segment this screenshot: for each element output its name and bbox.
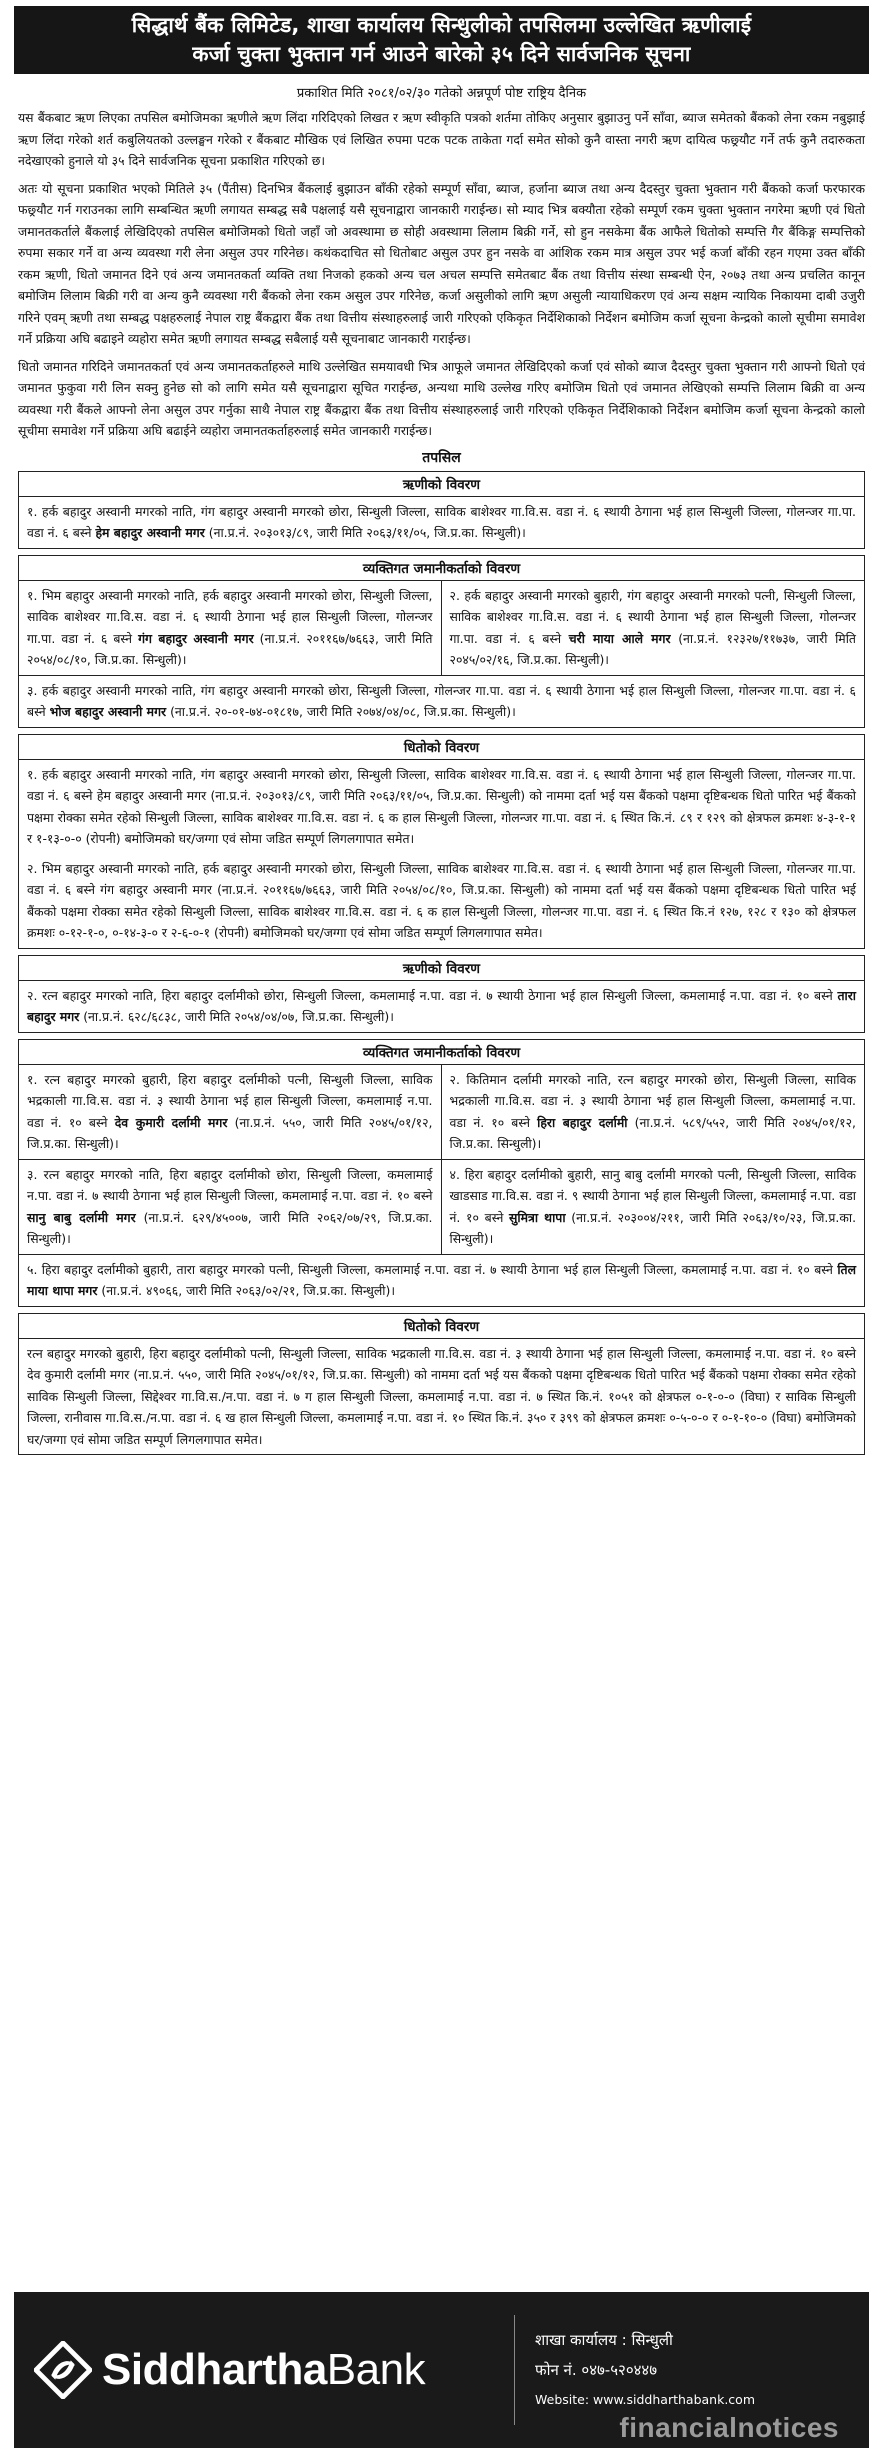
entry-text: २. रत्न बहादुर मगरको नाति, हिरा बहादुर दर्लामीको छोरा, सिन्धुली जिल्ला, कमलामाई न.पा. वडा नं. ७ स्थायी ठेगाना भई हाल सिन्धुली जिल्ला, कमलामाई न.पा. वडा नं. १० बस्ने — [27, 987, 838, 1003]
borrower-section-1 — [18, 471, 865, 549]
contact-info — [535, 2325, 755, 2415]
guarantor-entry — [19, 1255, 864, 1306]
entry-text: १. भिम बहादुर अस्वानी मगरको नाति, हर्क बहादुर अस्वानी मगरको छोरा, सिन्धुली जिल्ला, साविक बाशेश्वर गा.वि.स. वडा नं. ६ स्थायी ठेगाना भई हाल सिन्धुली जिल्ला, गोलन्जर गा.पा. वडा नं. ६ बस्ने — [27, 587, 433, 646]
guarantor-name: सुमित्रा थापा — [509, 1209, 566, 1225]
guarantor-heading: व्यक्तिगत जमानीकर्ताको विवरण — [19, 1040, 864, 1065]
tapashil-heading: तपसिल — [422, 449, 461, 466]
guarantor-entry — [442, 581, 865, 676]
entry-text: ४. हिरा बहादुर दर्लामीको बुहारी, सानु बाबु दर्लामी मगरको पत्नी, सिन्धुली जिल्ला, साविक खाडसाड गा.वि.स. वडा नं. ९ स्थायी ठेगाना भई हाल सिन्धुली जिल्ला, कमलामाई न.पा. वडा नं. १० बस्ने — [449, 1166, 856, 1225]
bank-name — [102, 2345, 425, 2395]
siddhartha-logo-icon — [34, 2341, 92, 2399]
collateral-entry: रत्न बहादुर मगरको बुहारी, हिरा बहादुर दर्लामीको पत्नी, सिन्धुली जिल्ला, साविक भद्रकाली गा.वि.स. वडा नं. ३ स्थायी ठेगाना भई हाल सिन्धुली जिल्ला, कमलामाई न.पा. वडा नं. १० बस्ने देव कुमारी दर्लामी मगर (ना.प्र.नं. ५५०, जारी मिति २०४५/०१/१२, जि.प्र.का. सिन्धुली) को नाममा दर्ता भई यस बैंकको पक्षमा दृष्टिबन्धक धितो पारित भई बैंकको पक्षमा रोक्का समेत रहेको साविक सिन्धुली जिल्ला, सिद्देश्वर गा.वि.स./न.पा. वडा नं. ७ ग हाल सिन्धुली जिल्ला, कमलामाई न.पा. वडा नं. ७ स्थित कि.नं. १०५१ को क्षेत्रफल ०-१-०-० (विघा) र साविक सिन्धुली जिल्ला, रानीवास गा.वि.स./न.पा. वडा नं. ६ ख हाल सिन्धुली जिल्ला, कमलामाई न.पा. वडा नं. १० स्थित कि.नं. ३५० र ३९९ को क्षेत्रफल क्रमशः ०-५-०-० र ०-१-१०-० (विघा) बमोजिमको घर/जग्गा एवं सोमा जडित सम्पूर्ण लिगलगापात समेत। — [27, 1345, 856, 1447]
entry-text: २. कितिमान दर्लामी मगरको नाति, रत्न बहादुर मगरको छोरा, सिन्धुली जिल्ला, साविक भद्रकाली गा.वि.स. वडा नं. ३ स्थायी ठेगाना भई हाल सिन्धुली जिल्ला, कमलामाई न.पा. वडा नं. १० बस्ने — [449, 1071, 856, 1130]
notice-header — [14, 6, 869, 74]
collateral-entry: १. हर्क बहादुर अस्वानी मगरको नाति, गंग बहादुर अस्वानी मगरको छोरा, सिन्धुली जिल्ला, साविक बाशेश्वर गा.वि.स. वडा नं. ६ स्थायी ठेगाना भई हाल सिन्धुली जिल्ला, गोलन्जर गा.पा. वडा नं. ६ बस्ने हेम बहादुर अस्वानी मगर (ना.प्र.नं. २०३०१३/८९, जारी मिति २०६३/११/०५, जि.प्र.का. सिन्धुली) को नाममा दर्ता भई यस बैंकको पक्षमा दृष्टिबन्धक धितो पारित भई बैंकको पक्षमा रोक्का समेत रहेको सिन्धुली जिल्ला, साविक बाशेश्वर गा.वि.स. वडा नं. ६ क हाल सिन्धुली जिल्ला, गोलन्जर गा.पा. वडा नं. ६ स्थित कि.नं. ८९ र १२९ को क्षेत्रफल क्रमशः ४-३-१-१ र १-१३-०-० (रोपनी) बमोजिमको घर/जग्गा एवं सोमा जडित सम्पूर्ण लिगलगापात समेत। — [27, 766, 856, 846]
entry-text: (ना.प्र.नं. ६२९/४५००७, जारी मिति २०६२/०७/२९, जि.प्र.का. सिन्धुली)। — [27, 1209, 433, 1246]
borrower-name: तारा बहादुर मगर — [27, 987, 856, 1024]
guarantor-section-2 — [18, 1039, 865, 1307]
entry-text: १. हर्क बहादुर अस्वानी मगरको नाति, गंग बहादुर अस्वानी मगरको छोरा, सिन्धुली जिल्ला, साविक बाशेश्वर गा.वि.स. वडा नं. ६ स्थायी ठेगाना भई हाल सिन्धुली जिल्ला, गोलन्जर गा.पा. वडा नं. ६ बस्ने — [27, 503, 856, 540]
borrower-entry — [19, 981, 864, 1032]
bank-footer — [14, 2292, 869, 2448]
guarantor-name: चरी माया आले मगर — [568, 630, 671, 646]
entry-text: (ना.प्र.नं. ६२८/६८३८, जारी मिति २०५४/०४/०७, जि.प्र.का. सिन्धुली)। — [79, 1009, 394, 1024]
guarantor-entry — [19, 1160, 442, 1255]
guarantor-name: गंग बहादुर अस्वानी मगर — [138, 630, 254, 646]
entry-text: (ना.प्र.नं. १२३२७/११७३७, जारी मिति २०४५/०२/१६, जि.प्र.का. सिन्धुली)। — [449, 630, 856, 667]
guarantor-entry — [442, 1065, 865, 1160]
collateral-heading: धितोको विवरण — [19, 1314, 864, 1339]
borrower-section-2 — [18, 955, 865, 1033]
borrower-name: हेम बहादुर अस्वानी मगर — [95, 525, 205, 540]
guarantor-heading: व्यक्तिगत जमानीकर्ताको विवरण — [19, 556, 864, 581]
entry-text: (ना.प्र.नं. ४९०६६, जारी मिति २०६३/०२/२१, जि.प्र.का. सिन्धुली)। — [97, 1283, 396, 1298]
bank-name-bold: Siddhartha — [102, 2345, 327, 2394]
footer-divider — [514, 2315, 515, 2425]
guarantor-entry — [19, 676, 864, 727]
guarantor-entry — [19, 1065, 442, 1160]
borrower-heading: ऋणीको विवरण — [19, 956, 864, 981]
guarantor-paragraph: धितो जमानत गरिदिने जमानतकर्ता एवं अन्य जमानतकर्ताहरुले माथि उल्लेखित समयावधी भित्र आफूले जमानत लेखिदिएको कर्जा एवं सोको ब्याज दैदस्तुर चुक्ता भुक्तान गरी आफ्नो धितो एवं जमानत फुकुवा गरी लिन सक्नु हुनेछ सो को लागि समेत यसै सूचनाद्वारा सूचित गराईन्छ, अन्यथा माथि उल्लेख गरिए बमोजिम धितो एवं जमानत लेखिएको सम्पत्ति लिलाम बिक्री वा अन्य व्यवस्था गरी बैंकले आफ्नो लेना असुल उपर गर्नुका साथै नेपाल राष्ट्र बैंकद्वारा बैंक तथा वित्तीय संस्थाहरुलाई जारी गरिएको एकिकृत निर्देशिकाको निर्देशन बमोजिम कर्जा सूचना केन्द्रको कालो सूचीमा समावेश गर्ने प्रक्रिया अघि बढाईने व्यहोरा जमानतकर्ताहरुलाई समेत जानकारी गराईन्छ। — [18, 358, 865, 438]
entry-text: ५. हिरा बहादुर दर्लामीको बुहारी, तारा बहादुर मगरको पत्नी, सिन्धुली जिल्ला, कमलामाई न.पा. वडा नं. ७ स्थायी ठेगाना भई हाल सिन्धुली जिल्ला, कमलामाई न.पा. वडा नं. १० बस्ने — [27, 1261, 838, 1277]
collateral-section-2 — [18, 1313, 865, 1456]
borrower-entry — [19, 497, 864, 548]
guarantor-name: हिरा बहादुर दर्लामी — [537, 1114, 628, 1130]
entry-text: (ना.प्र.नं. २०-०१-७४-०१८१७, जारी मिति २०७४/०४/०८, जि.प्र.का. सिन्धुली)। — [166, 704, 516, 719]
entry-text: (ना.प्र.नं. ५८९/५५२, जारी मिति २०४५/०१/१२, जि.प्र.का. सिन्धुली)। — [449, 1114, 856, 1151]
guarantor-grid — [19, 581, 864, 676]
entry-text: ३. रत्न बहादुर मगरको नाति, हिरा बहादुर दर्लामीको छोरा, सिन्धुली जिल्ला, कमलामाई न.पा. वडा नं. ७ स्थायी ठेगाना भई हाल सिन्धुली जिल्ला, कमलामाई न.पा. वडा नं. १० बस्ने — [27, 1166, 433, 1203]
financialnotices-watermark: financialnotices — [619, 2412, 839, 2443]
collateral-heading: धितोको विवरण — [19, 735, 864, 760]
header-line-2: कर्जा चुक्ता भुक्तान गर्न आउने बारेको ३५ दिने सार्वजनिक सूचना — [192, 42, 691, 66]
guarantor-name: सानु बाबु दर्लामी मगर — [27, 1209, 136, 1225]
entry-text: (ना.प्र.नं. २०३००४/२११, जारी मिति २०६३/१०/२३, जि.प्र.का. सिन्धुली)। — [449, 1209, 857, 1246]
publication-line: प्रकाशित मिति २०८१/०२/३० गतेको अन्नपूर्ण पोष्ट राष्ट्रिय दैनिक — [296, 86, 587, 101]
collateral-section-1 — [18, 734, 865, 949]
website-link[interactable]: Website: www.siddharthabank.com — [535, 2392, 755, 2407]
header-line-1: सिद्धार्थ बैंक लिमिटेड, शाखा कार्यालय सिन्धुलीको तपसिलमा उल्लेखित ऋणीलाई — [131, 13, 752, 37]
guarantor-section-1 — [18, 555, 865, 728]
bank-logo — [14, 2341, 504, 2399]
guarantor-grid — [19, 1065, 864, 1255]
guarantor-entry — [442, 1160, 865, 1255]
phone-number: फोन नं. ०४७-५२०४४७ — [535, 2361, 658, 2379]
bank-name-light: Bank — [326, 2345, 426, 2394]
entry-text: १. रत्न बहादुर मगरको बुहारी, हिरा बहादुर दर्लामीको पत्नी, सिन्धुली जिल्ला, साविक भद्रकाली गा.वि.स. वडा नं. ३ स्थायी ठेगाना भई हाल सिन्धुली जिल्ला, कमलामाई न.पा. वडा नं. १० बस्ने — [27, 1071, 433, 1130]
guarantor-name: तिल माया थापा मगर — [27, 1261, 856, 1298]
guarantor-entry — [19, 581, 442, 676]
collateral-entry: २. भिम बहादुर अस्वानी मगरको नाति, हर्क बहादुर अस्वानी मगरको छोरा, सिन्धुली जिल्ला, साविक बाशेश्वर गा.वि.स. वडा नं. ६ स्थायी ठेगाना भई हाल सिन्धुली जिल्ला, गोलन्जर गा.पा. वडा नं. ६ बस्ने गंग बहादुर अस्वानी मगर (ना.प्र.नं. २०११६७/७६६३, जारी मिति २०५४/०८/१०, जि.प्र.का. सिन्धुली) को नाममा दर्ता भई यस बैंकको पक्षमा दृष्टिबन्धक धितो पारित भई बैंकको पक्षमा रोक्का समेत रहेको सिन्धुली जिल्ला, साविक बाशेश्वर गा.वि.स. वडा नं. ६ क हाल सिन्धुली जिल्ला, गोलन्जर गा.पा. वडा नं. ६ स्थित कि.नं १२७, १२८ र १३० को क्षेत्रफल क्रमशः ०-१२-१-०, ०-१४-३-० र २-६-०-१ (रोपनी) बमोजिमको घर/जग्गा एवं सोमा जडित सम्पूर्ण लिगलगापात समेत। — [27, 860, 856, 940]
entry-text: ३. हर्क बहादुर अस्वानी मगरको नाति, गंग बहादुर अस्वानी मगरको छोरा, सिन्धुली जिल्ला, गोलन्जर गा.पा. वडा नं. ६ स्थायी ठेगाना भई हाल सिन्धुली जिल्ला, गोलन्जर गा.पा. वडा नं. ६ बस्ने — [27, 682, 856, 719]
intro-paragraph: यस बैंकबाट ऋण लिएका तपसिल बमोजिमका ऋणीले ऋण लिंदा गरिदिएको लिखत र ऋण स्वीकृति पत्रको शर्तमा तोकिए अनुसार बुझाउनु पर्ने साँवा, ब्याज समेतको बैंकको लेना रकम नबुझाई ऋण लिंदा गरेको शर्त कबुलियतको उल्लङ्घन गरेको र बैंकबाट मौखिक एवं लिखित रुपमा पटक पटक ताकेता गर्दा समेत सोको कुनै वास्ता नगरी ऋण दायित्व फछ्र्यौट गर्ने तर्फ कुनै तदारुकता नदेखाएको हुनाले यो ३५ दिने सार्वजनिक सूचना प्रकाशित गरिएको छ। — [18, 110, 865, 168]
action-paragraph: अतः यो सूचना प्रकाशित भएको मितिले ३५ (पैंतीस) दिनभित्र बैंकलाई बुझाउन बाँकी रहेको सम्पूर्ण साँवा, ब्याज, हर्जाना ब्याज तथा अन्य दैदस्तुर चुक्ता भुक्तान गरी बैंकको कर्जा फरफारक फछ्र्यौट गर्न गराउनका लागि सम्बन्धित ऋणी लगायत सम्बद्ध सबै पक्षलाई यसै सूचनाद्वारा जानकारी गराईन्छ। सो म्याद भित्र बक्यौता रहेको सम्पूर्ण रकम चुक्ता भुक्तान नगरेमा ऋणी एवं धितो जमानतकर्ताले बैंकलाई लेखिदिएको तपसिल बमोजिमको धितो जहाँ जो अवस्थामा छ सोही अवस्थामा लिलाम बिक्री गर्ने, सो हुन नसकेमा बैंक आफैले धितोको सम्पत्ति गैर बैंकिङ्ग सम्पत्तिको रुपमा सकार गर्ने वा अन्य व्यवस्था गरी लेना असुल उपर गरिनेछ। कथंकदाचित सो धितोबाट असुल उपर हुन नसके वा आंशिक रकम मात्र असुल उपर भई कर्जा बाँकी रहन गएमा उक्त बाँकी रकम ऋणी, धितो जमानत दिने एवं अन्य जमानतकर्ता व्यक्ति तथा निजको हकको अन्य चल अचल सम्पत्ति समेतबाट बैंक तथा वित्तीय संस्था सम्बन्धी ऐन, २०७३ तथा अन्य प्रचलित कानून बमोजिम लिलाम बिक्री गरी वा अन्य कुनै व्यवस्था गरी बैंकको लेना रकम असुल उपर गरिनेछ, कर्जा असुलीको लागि ऋण असुली न्यायाधिकरण एवं अन्य सक्षम न्यायिक निकायमा दाबी उजुरी गरिने एवम् ऋणी तथा सम्बद्ध पक्षहरुलाई नेपाल राष्ट्र बैंकद्वारा बैंक तथा वित्तीय संस्थाहरुलाई जारी गरिएको एकिकृत निर्देशिकाको निर्देशन बमोजिम कर्जा सूचना केन्द्रको कालो सूचीमा समावेश गर्ने प्रक्रिया अघि बढाइने व्यहोरा समेत ऋणी लगायत सम्बद्ध सबैलाई यसै सूचनाबाट जानकारी गराईन्छ। — [18, 180, 865, 346]
entry-text: (ना.प्र.नं. २०११६७/७६६३, जारी मिति २०५४/०८/१०, जि.प्र.का. सिन्धुली)। — [27, 630, 433, 667]
entry-text: (ना.प्र.नं. २०३०१३/८९, जारी मिति २०६३/११/०५, जि.प्र.का. सिन्धुली)। — [204, 525, 526, 540]
entry-text: २. हर्क बहादुर अस्वानी मगरको बुहारी, गंग बहादुर अस्वानी मगरको पत्नी, सिन्धुली जिल्ला, साविक बाशेश्वर गा.वि.स. वडा नं. ६ स्थायी ठेगाना भई हाल सिन्धुली जिल्ला, गोलन्जर गा.पा. वडा नं. ६ बस्ने — [449, 587, 856, 646]
guarantor-name: देव कुमारी दर्लामी मगर — [114, 1114, 228, 1130]
guarantor-name: भोज बहादुर अस्वानी मगर — [49, 704, 167, 719]
entry-text: (ना.प्र.नं. ५५०, जारी मिति २०४५/०१/१२, जि.प्र.का. सिन्धुली)। — [27, 1114, 433, 1151]
borrower-heading: ऋणीको विवरण — [19, 472, 864, 497]
branch-office: शाखा कार्यालय : सिन्धुली — [535, 2331, 673, 2349]
